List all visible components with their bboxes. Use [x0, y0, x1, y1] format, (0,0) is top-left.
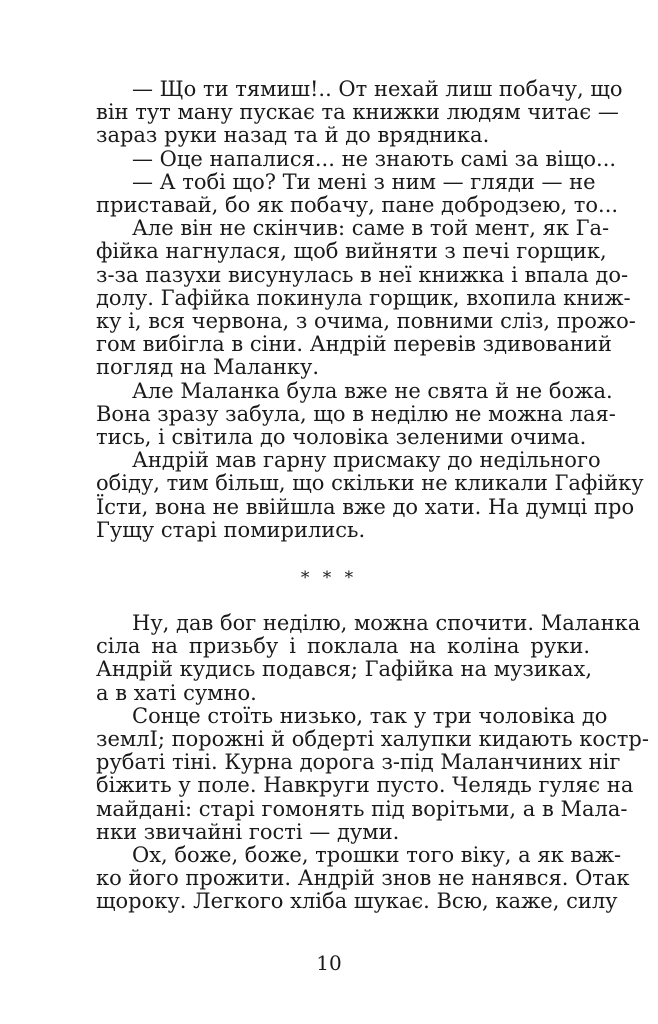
- text-line: — Що ти тямиш!.. От нехай лиш побачу, що: [132, 77, 623, 101]
- text-line: майдані: старі гомонять під ворітьми, а в Мала-: [96, 796, 628, 821]
- text-line: Ох, боже, боже, трошки того віку, а як важ-: [132, 843, 622, 868]
- paragraph: [96, 703, 649, 844]
- text-line: погляд на Маланку.: [96, 355, 320, 380]
- text-line: ку і, вся червона, з очима, повними сліз, прожо-: [96, 309, 636, 334]
- paragraph: [96, 611, 641, 705]
- paragraph: [96, 216, 636, 380]
- text-line: Їсти, вона не ввійшла вже до хати. На думці про: [96, 494, 635, 519]
- text-line: він тут ману пускає та книжки людям читає —: [96, 100, 619, 125]
- text-line: Андрій кудись подався; Гафійка на музиках,: [96, 657, 593, 682]
- text-line: а в хаті сумно.: [96, 680, 257, 705]
- text-line: біжить у поле. Навкруги пусто. Челядь гуляє на: [96, 773, 634, 798]
- text-block-part-2: [96, 611, 649, 914]
- text-line: ко його прожити. Андрій знов не нанявся. Отак: [96, 866, 630, 891]
- text-line: тись, і світила до чоловіка зеленими очима.: [96, 425, 587, 450]
- text-line: нки звичайні гості — думи.: [96, 819, 400, 844]
- text-line: Ну, дав бог неділю, можна спочити. Маланка: [132, 611, 641, 635]
- text-line: Але він не скінчив: саме в той мент, як Га-: [132, 216, 610, 241]
- text-line: — А тобі що? Ти мені з ним — гляди — не: [132, 169, 596, 194]
- text-line: обіду, тим більш, що скільки не кликали Гафійку: [96, 471, 644, 496]
- text-line: Сонце стоїть низько, так у три чоловіка до: [132, 703, 608, 728]
- text-line: землІ; порожні й обдерті халупки кидають костр-: [96, 727, 649, 752]
- text-line: фійка нагнулася, щоб вийняти з печі горщик,: [96, 239, 607, 264]
- paragraph: [96, 77, 623, 148]
- text-line: Андрій мав гарну присмаку до недільного: [132, 448, 601, 473]
- text-line: рубаті тіні. Курна дорога з-під Маланчиних ніг: [96, 750, 621, 775]
- text-block-part-1: [96, 77, 644, 542]
- paragraph: [96, 448, 644, 542]
- text-line: гом вибігла в сіни. Андрій перевів здивований: [96, 332, 612, 357]
- text-line: з-за пазухи висунулась в неї книжка і впала до-: [96, 262, 629, 287]
- paragraph: [96, 169, 619, 218]
- text-line: Гущу старі помирились.: [96, 517, 366, 542]
- text-line: приставай, бо як побачу, пане добродзею, то...: [96, 193, 619, 218]
- paragraph: [96, 843, 630, 914]
- page-number: 10: [316, 951, 342, 975]
- text-line: зараз руки назад та й до врядника.: [96, 123, 490, 148]
- text-line: Але Маланка була вже не свята й не божа.: [132, 378, 613, 403]
- text-line: Вона зразу забула, що в неділю не можна лая-: [96, 401, 616, 426]
- text-line: щороку. Легкого хліба шукає. Всю, каже, силу: [96, 889, 618, 914]
- text-line: долу. Гафійка покинула горщик, вхопила книж-: [96, 285, 631, 310]
- section-break: * * *: [300, 568, 358, 588]
- paragraph: [96, 146, 617, 171]
- text-line: сіла на призьбу і поклала на коліна руки.: [96, 634, 590, 659]
- text-line: — Оце напалися... не знають самі за віщо...: [132, 146, 617, 171]
- paragraph: [96, 378, 616, 450]
